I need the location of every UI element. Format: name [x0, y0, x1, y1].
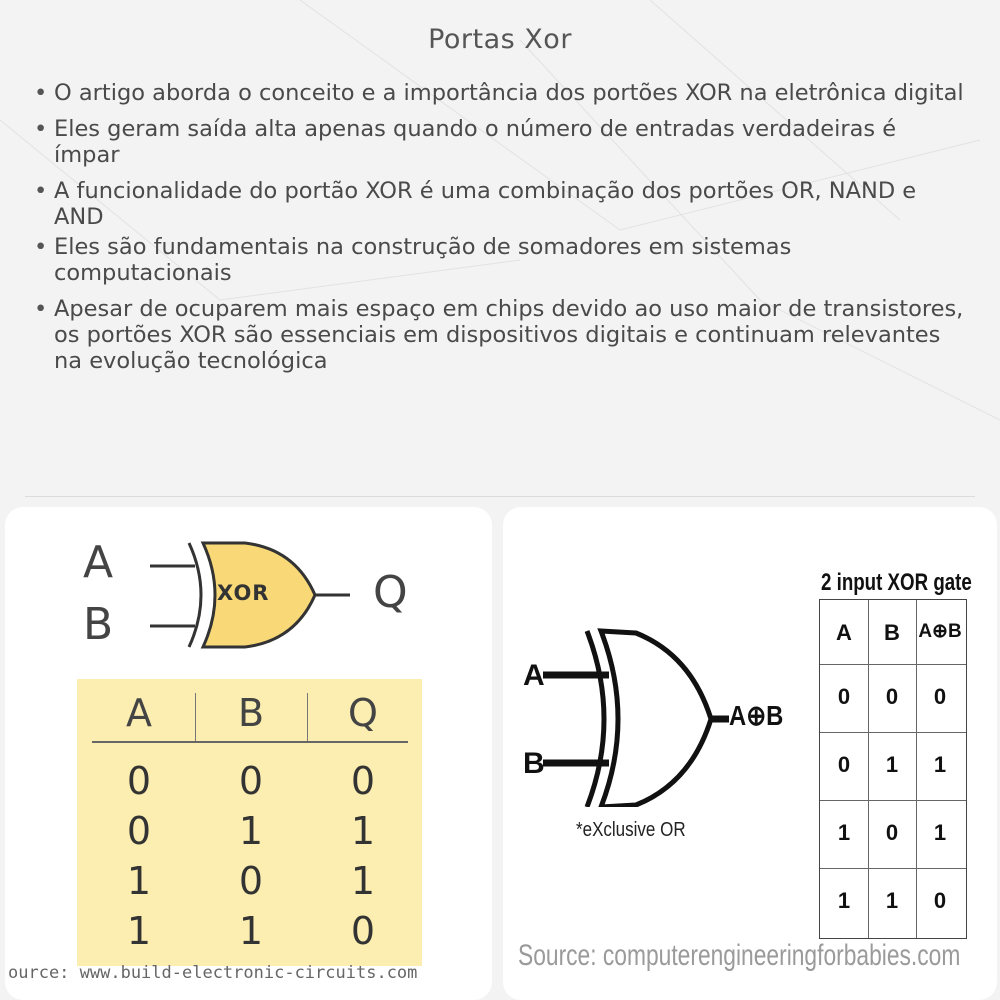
table-cell: 0	[126, 759, 152, 803]
table-cell: 1	[837, 820, 851, 845]
table-cell: 1	[933, 820, 947, 845]
page-title: Portas Xor	[428, 24, 572, 55]
truth-table-right	[819, 599, 967, 939]
table-cell: 1	[933, 752, 947, 777]
table-header: Q	[348, 691, 378, 735]
table-cell: 0	[837, 684, 851, 709]
table-header: B	[237, 691, 265, 735]
table-header: A	[836, 620, 852, 645]
input-a-label: A	[83, 537, 114, 588]
table-cell: 1	[350, 859, 376, 903]
table-cell: 0	[837, 752, 851, 777]
bullet-item: • O artigo aborda o conceito e a importância dos portões XOR na eletrônica digital	[34, 80, 964, 106]
output-wire	[715, 714, 729, 724]
input-a-label: A	[523, 659, 545, 692]
input-b-label: B	[523, 747, 545, 780]
table-cell: 1	[350, 809, 376, 853]
table-cell: 0	[126, 809, 152, 853]
truth-table-left	[77, 679, 422, 966]
bullet-item: • Eles são fundamentais na construção de somadores em sistemas computacionais	[34, 234, 964, 286]
table-cell: 0	[885, 820, 899, 845]
table-cell: 0	[350, 909, 376, 953]
table-cell: 0	[350, 759, 376, 803]
table-title: 2 input XOR gate	[821, 569, 972, 596]
input-b-label: B	[83, 599, 114, 650]
table-header: A⊕B	[918, 621, 962, 642]
table-cell: 0	[885, 684, 899, 709]
bullet-item: • A funcionalidade do portão XOR é uma combinação dos portões OR, NAND e AND	[34, 178, 964, 230]
gate-caption: *eXclusive OR	[576, 819, 686, 841]
output-label: A⊕B	[729, 700, 784, 731]
table-cell: 1	[885, 888, 899, 913]
xor-gate-label: XOR	[217, 581, 270, 605]
source-credit-right: Source: computerengineeringforbabies.com	[518, 939, 961, 972]
table-cell: 0	[933, 684, 947, 709]
table-cell: 1	[238, 809, 264, 853]
table-header: B	[884, 620, 900, 645]
table-cell: 1	[126, 859, 152, 903]
bullet-list	[34, 80, 964, 384]
table-cell: 0	[933, 888, 947, 913]
table-cell: 1	[885, 752, 899, 777]
output-q-label: Q	[373, 567, 408, 618]
source-credit-left: ource: www.build-electronic-circuits.com	[8, 963, 418, 983]
left-figure-panel	[5, 507, 492, 1000]
table-cell: 1	[837, 888, 851, 913]
table-cell: 0	[238, 759, 264, 803]
table-cell: 0	[238, 859, 264, 903]
bullet-item: • Apesar de ocuparem mais espaço em chips devido ao uso maior de transistores, os portões XOR são essenciais em dispositivos digitais e continuam relevantes na evolução tecnológica	[34, 296, 964, 374]
xor-gate-symbol-bw	[541, 627, 721, 807]
table-header: A	[126, 691, 152, 735]
bullet-item: • Eles geram saída alta apenas quando o número de entradas verdadeiras é ímpar	[34, 116, 964, 168]
table-cell: 1	[238, 909, 264, 953]
table-cell: 1	[126, 909, 152, 953]
divider	[25, 496, 975, 497]
right-figure-panel	[503, 507, 997, 1000]
